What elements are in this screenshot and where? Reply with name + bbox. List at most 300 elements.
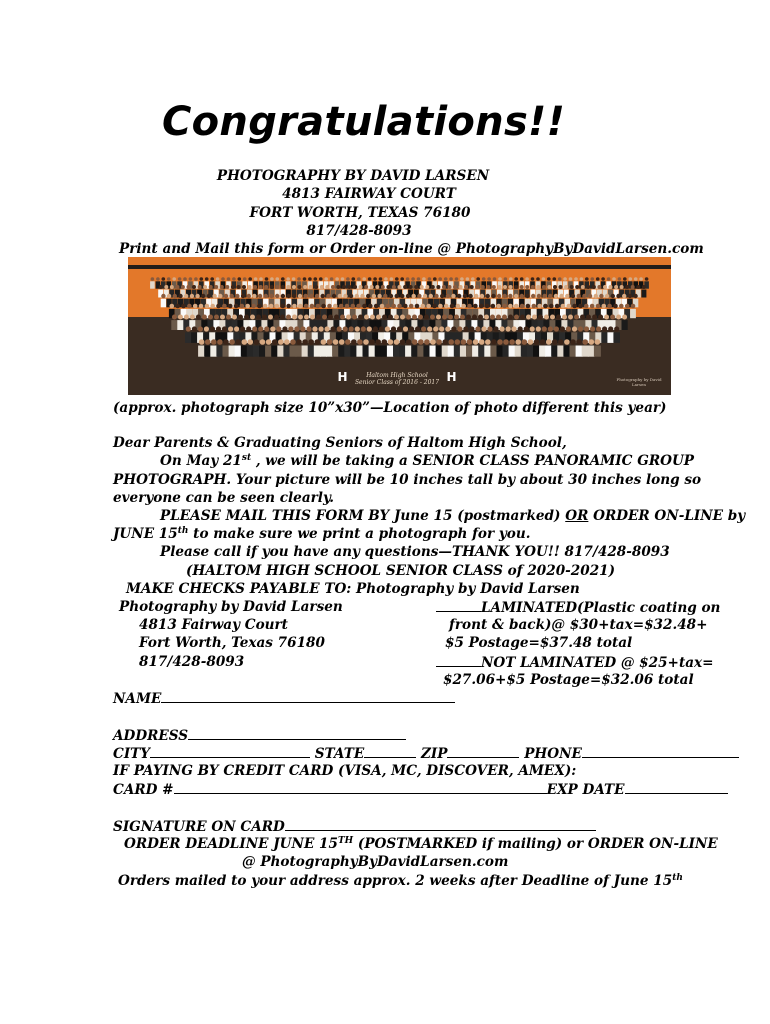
- photo-student-head: [292, 315, 297, 320]
- delivery-note: Orders mailed to your address approx. 2 weeks after Deadline of June 15th: [118, 873, 683, 889]
- photo-student-head: [383, 294, 387, 298]
- photo-student-head: [451, 294, 455, 298]
- photo-student-head: [459, 285, 463, 289]
- photo-student-head: [572, 326, 577, 331]
- photo-student-head: [540, 339, 546, 345]
- photo-student-head: [151, 277, 155, 281]
- photo-student-head: [184, 315, 189, 320]
- photo-student-head: [175, 304, 180, 309]
- photo-student-head: [245, 304, 250, 309]
- photo-student-body: [191, 332, 198, 343]
- photo-student-head: [412, 339, 418, 345]
- header-street: 4813 FAIRWAY COURT: [282, 186, 456, 202]
- header-order-instructions: Print and Mail this form or Order on-line @ PhotographyByDavidLarsen.com: [119, 241, 704, 257]
- state-input[interactable]: [364, 744, 416, 758]
- photo-student-head: [590, 304, 595, 309]
- photo-student-body: [551, 346, 558, 357]
- photo-student-head: [375, 339, 381, 345]
- photo-student-head: [183, 277, 187, 281]
- photo-student-head: [502, 304, 507, 309]
- photo-student-head: [262, 315, 267, 320]
- photo-student-head: [173, 294, 177, 298]
- photo-student-head: [325, 326, 330, 331]
- photo-student-head: [321, 304, 326, 309]
- photo-student-body: [466, 346, 473, 357]
- card-number-input[interactable]: [174, 780, 547, 794]
- photo-student-head: [382, 339, 388, 345]
- photo-student-head: [319, 277, 323, 281]
- photo-student-head: [228, 326, 233, 331]
- photo-student-head: [473, 304, 478, 309]
- photo-student-head: [292, 304, 297, 309]
- photo-student-body: [430, 346, 437, 357]
- laminated-quantity-blank[interactable]: [436, 598, 481, 612]
- photo-student-head: [184, 294, 188, 298]
- photo-student-head: [445, 326, 450, 331]
- photo-student-body: [539, 346, 546, 357]
- photo-student-head: [409, 326, 414, 331]
- photo-student-head: [566, 326, 571, 331]
- city-input[interactable]: [150, 744, 310, 758]
- photo-student-head: [248, 285, 252, 289]
- photo-student-head: [466, 277, 470, 281]
- photo-student-head: [616, 315, 621, 320]
- photo-student-body: [641, 290, 646, 298]
- photo-student-head: [503, 285, 507, 289]
- photo-student-head: [536, 326, 541, 331]
- photo-student-body: [448, 346, 455, 357]
- photo-student-body: [369, 346, 376, 357]
- photo-student-head: [216, 326, 221, 331]
- photo-student-head: [568, 315, 573, 320]
- photo-student-head: [509, 277, 513, 281]
- option-not-laminated-total: $27.06+$5 Postage=$32.06 total: [443, 672, 694, 688]
- photo-student-head: [218, 294, 222, 298]
- photo-student-head: [400, 294, 404, 298]
- photo-student-head: [559, 294, 563, 298]
- photo-student-head: [503, 339, 509, 345]
- photo-student-body: [405, 346, 412, 357]
- photo-student-head: [394, 315, 399, 320]
- photo-student-head: [286, 285, 290, 289]
- photo-student-head: [460, 277, 464, 281]
- photo-student-head: [575, 285, 579, 289]
- photo-student-head: [475, 285, 479, 289]
- photo-student-head: [434, 294, 438, 298]
- photo-student-head: [421, 304, 426, 309]
- photo-student-head: [542, 326, 547, 331]
- photo-student-head: [296, 339, 302, 345]
- photo-student-head: [607, 304, 612, 309]
- photo-student-head: [178, 294, 182, 298]
- photo-student-head: [588, 294, 592, 298]
- photo-student-head: [259, 285, 263, 289]
- photo-student-head: [208, 315, 213, 320]
- photo-student-body: [460, 346, 467, 357]
- letter-contact-line: Please call if you have any questions—THANK YOU!! 817/428-8093: [160, 544, 670, 560]
- photo-student-head: [331, 285, 335, 289]
- photo-student-head: [524, 326, 529, 331]
- photo-student-head: [235, 339, 241, 345]
- photo-student-head: [252, 294, 256, 298]
- signature-input[interactable]: [285, 817, 596, 831]
- photo-student-head: [254, 339, 260, 345]
- photo-student-head: [403, 326, 408, 331]
- photo-student-head: [610, 315, 615, 320]
- photo-student-head: [339, 304, 344, 309]
- photo-student-head: [390, 277, 394, 281]
- photo-student-head: [596, 304, 601, 309]
- photo-student-body: [265, 346, 272, 357]
- photo-student-body: [185, 332, 192, 343]
- phone-input[interactable]: [582, 744, 739, 758]
- photo-student-head: [537, 294, 541, 298]
- photo-student-head: [576, 339, 582, 345]
- photo-student-head: [357, 339, 363, 345]
- photo-student-head: [369, 339, 375, 345]
- photo-student-head: [278, 339, 284, 345]
- photo-student-head: [472, 315, 477, 320]
- photo-student-head: [633, 294, 637, 298]
- header-phone: 817/428-8093: [306, 223, 412, 239]
- photo-student-body: [161, 299, 166, 308]
- photo-student-head: [571, 294, 575, 298]
- photo-student-head: [281, 304, 286, 309]
- photo-student-head: [525, 294, 529, 298]
- photo-student-head: [214, 315, 219, 320]
- photo-student-body: [411, 346, 418, 357]
- photo-student-head: [415, 326, 420, 331]
- photo-student-head: [167, 294, 171, 298]
- photo-student-head: [531, 277, 535, 281]
- photo-student-head: [382, 315, 387, 320]
- photo-student-head: [343, 326, 348, 331]
- signature-field: SIGNATURE ON CARD: [113, 817, 596, 836]
- photo-student-head: [205, 304, 210, 309]
- not-laminated-quantity-blank[interactable]: [436, 653, 481, 667]
- photo-student-body: [350, 346, 357, 357]
- photo-student-head: [506, 326, 511, 331]
- photo-student-head: [181, 285, 185, 289]
- photo-student-body: [576, 346, 583, 357]
- header-city: FORT WORTH, TEXAS 76180: [249, 205, 471, 221]
- photo-student-head: [225, 285, 229, 289]
- photo-student-head: [248, 339, 254, 345]
- photo-student-head: [548, 294, 552, 298]
- photo-student-head: [200, 277, 204, 281]
- photo-student-body: [557, 346, 564, 357]
- photo-student-head: [528, 339, 534, 345]
- photo-student-head: [508, 294, 512, 298]
- photo-student-head: [321, 294, 325, 298]
- photo-student-head: [520, 304, 525, 309]
- photo-student-head: [355, 294, 359, 298]
- photo-student-body: [338, 346, 345, 357]
- photo-student-head: [244, 315, 249, 320]
- photo-student-head: [580, 277, 584, 281]
- photo-student-head: [559, 285, 563, 289]
- photo-student-head: [498, 277, 502, 281]
- mail-to-phone: 817/428-8093: [139, 654, 245, 670]
- photo-student-head: [549, 304, 554, 309]
- photo-student-head: [411, 277, 415, 281]
- photo-student-body: [259, 346, 266, 357]
- photo-student-head: [381, 285, 385, 289]
- photo-student-body: [241, 346, 248, 357]
- photo-student-head: [221, 277, 225, 281]
- photo-student-head: [475, 326, 480, 331]
- photo-student-head: [561, 304, 566, 309]
- photo-student-head: [406, 294, 410, 298]
- photo-student-head: [275, 304, 280, 309]
- photo-student-head: [603, 285, 607, 289]
- photo-student-body: [171, 320, 177, 330]
- photo-student-head: [309, 285, 313, 289]
- photo-student-body: [247, 346, 254, 357]
- photo-student-head: [492, 285, 496, 289]
- photo-student-head: [217, 339, 223, 345]
- photo-student-head: [189, 277, 193, 281]
- photo-student-head: [438, 304, 443, 309]
- photo-student-head: [565, 294, 569, 298]
- photo-student-head: [320, 285, 324, 289]
- photo-student-body: [302, 346, 309, 357]
- photo-student-head: [486, 294, 490, 298]
- photo-student-body: [381, 346, 388, 357]
- photo-student-head: [281, 285, 285, 289]
- photo-student-head: [268, 315, 273, 320]
- photo-student-head: [202, 315, 207, 320]
- photo-student-head: [578, 326, 583, 331]
- photo-student-head: [436, 285, 440, 289]
- photo-student-head: [453, 285, 457, 289]
- photo-student-head: [591, 277, 595, 281]
- photo-student-head: [607, 277, 611, 281]
- photo-student-head: [538, 315, 543, 320]
- photo-student-head: [625, 285, 629, 289]
- photo-student-head: [409, 285, 413, 289]
- photo-student-head: [246, 326, 251, 331]
- photo-student-body: [150, 281, 155, 288]
- photo-student-head: [254, 277, 258, 281]
- photo-student-head: [368, 277, 372, 281]
- photo-student-head: [625, 304, 630, 309]
- photo-student-head: [346, 315, 351, 320]
- photo-student-head: [375, 285, 379, 289]
- photo-student-head: [351, 339, 357, 345]
- photo-student-head: [612, 277, 616, 281]
- page-title: Congratulations!!: [162, 99, 566, 145]
- photo-student-head: [466, 315, 471, 320]
- name-input[interactable]: [161, 689, 455, 703]
- photo-student-body: [271, 346, 278, 357]
- photo-student-body: [442, 346, 449, 357]
- photo-student-head: [304, 304, 309, 309]
- photo-student-head: [389, 294, 393, 298]
- photo-student-head: [235, 294, 239, 298]
- photo-student-head: [386, 285, 390, 289]
- photo-student-head: [201, 294, 205, 298]
- photo-student-body: [503, 346, 510, 357]
- photo-student-head: [205, 339, 211, 345]
- photo-student-head: [544, 315, 549, 320]
- photo-student-head: [265, 277, 269, 281]
- photo-student-body: [478, 346, 485, 357]
- photo-student-body: [613, 332, 620, 343]
- photo-student-head: [257, 304, 262, 309]
- photo-student-head: [322, 315, 327, 320]
- photo-student-head: [481, 326, 486, 331]
- checks-payable-line: MAKE CHECKS PAYABLE TO: Photography by David Larsen: [126, 581, 580, 597]
- photo-student-head: [520, 294, 524, 298]
- photo-student-head: [412, 315, 417, 320]
- photo-student-head: [363, 339, 369, 345]
- photo-student-head: [398, 285, 402, 289]
- header-business-name: PHOTOGRAPHY BY DAVID LARSEN: [216, 168, 490, 184]
- photo-student-head: [303, 294, 307, 298]
- address-input[interactable]: [188, 726, 406, 740]
- photo-student-head: [243, 277, 247, 281]
- photo-student-head: [512, 326, 517, 331]
- photo-student-head: [367, 326, 372, 331]
- photo-student-body: [216, 346, 223, 357]
- photo-student-head: [526, 304, 531, 309]
- photo-student-head: [297, 277, 301, 281]
- photo-student-head: [578, 304, 583, 309]
- zip-input[interactable]: [447, 744, 519, 758]
- photo-student-head: [228, 304, 233, 309]
- photo-student-head: [231, 285, 235, 289]
- photo-student-head: [234, 304, 239, 309]
- photo-student-head: [431, 285, 435, 289]
- photo-student-body: [320, 346, 327, 357]
- photo-student-head: [639, 277, 643, 281]
- photo-student-head: [592, 285, 596, 289]
- photo-student-head: [409, 304, 414, 309]
- letter-salutation: Dear Parents & Graduating Seniors of Haltom High School,: [113, 435, 567, 451]
- photo-student-head: [333, 339, 339, 345]
- photo-student-head: [522, 339, 528, 345]
- photo-student-head: [259, 277, 263, 281]
- photo-student-head: [406, 339, 412, 345]
- photo-student-head: [292, 277, 296, 281]
- photo-student-head: [392, 285, 396, 289]
- photo-student-head: [622, 315, 627, 320]
- exp-date-input[interactable]: [625, 780, 728, 794]
- photo-student-head: [623, 277, 627, 281]
- photo-student-head: [455, 339, 461, 345]
- photo-student-body: [314, 346, 321, 357]
- photo-student-head: [298, 294, 302, 298]
- photo-student-head: [497, 339, 503, 345]
- photo-student-head: [319, 326, 324, 331]
- photo-student-head: [258, 294, 262, 298]
- photo-student-head: [461, 339, 467, 345]
- photo-student-body: [235, 346, 242, 357]
- photo-student-head: [550, 315, 555, 320]
- photo-stripe: [128, 265, 671, 269]
- photo-student-head: [373, 326, 378, 331]
- photo-student-head: [260, 339, 266, 345]
- photo-student-head: [258, 326, 263, 331]
- photo-student-head: [628, 294, 632, 298]
- photo-student-head: [554, 294, 558, 298]
- letter-paragraph-1-line-3: everyone can be seen clearly.: [113, 490, 335, 506]
- photo-student-head: [316, 304, 321, 309]
- photo-student-head: [429, 294, 433, 298]
- photo-student-head: [479, 304, 484, 309]
- photo-student-head: [613, 304, 618, 309]
- photo-student-head: [380, 304, 385, 309]
- photo-student-head: [636, 285, 640, 289]
- photo-student-head: [394, 339, 400, 345]
- photo-student-body: [521, 346, 528, 357]
- photo-student-head: [558, 339, 564, 345]
- photo-student-head: [414, 285, 418, 289]
- photo-student-head: [240, 304, 245, 309]
- photo-student-head: [629, 277, 633, 281]
- photo-student-head: [496, 315, 501, 320]
- photo-student-head: [315, 339, 321, 345]
- photo-student-head: [315, 294, 319, 298]
- photo-student-body: [356, 346, 363, 357]
- photo-student-head: [226, 315, 231, 320]
- photo-student-head: [427, 326, 432, 331]
- photo-student-head: [520, 315, 525, 320]
- photo-student-head: [570, 339, 576, 345]
- photo-student-head: [450, 304, 455, 309]
- photo-student-head: [199, 304, 204, 309]
- photo-student-head: [536, 277, 540, 281]
- photo-student-head: [372, 294, 376, 298]
- photo-student-head: [362, 304, 367, 309]
- photo-student-head: [448, 285, 452, 289]
- photo-student-head: [360, 294, 364, 298]
- photo-student-head: [272, 339, 278, 345]
- photo-student-head: [343, 294, 347, 298]
- photo-student-head: [514, 277, 518, 281]
- photo-student-head: [162, 277, 166, 281]
- photo-student-head: [514, 304, 519, 309]
- photo-student-head: [325, 285, 329, 289]
- photo-student-head: [476, 277, 480, 281]
- photo-student-head: [167, 277, 171, 281]
- order-website: @ PhotographyByDavidLarsen.com: [242, 854, 509, 870]
- photo-student-body: [423, 346, 430, 357]
- photo-student-head: [361, 326, 366, 331]
- photo-student-head: [496, 304, 501, 309]
- city-state-zip-phone-row: CITY STATE ZIP PHONE: [113, 744, 739, 763]
- photo-student-body: [417, 346, 424, 357]
- photo-student-head: [211, 339, 217, 345]
- photo-student-head: [359, 285, 363, 289]
- photo-student-head: [248, 277, 252, 281]
- photo-student-head: [645, 277, 649, 281]
- photo-student-head: [379, 277, 383, 281]
- photo-student-head: [216, 277, 220, 281]
- photo-student-head: [312, 326, 317, 331]
- photo-student-head: [222, 326, 227, 331]
- photo-student-head: [503, 294, 507, 298]
- photo-student-head: [209, 285, 213, 289]
- photo-student-body: [588, 346, 595, 357]
- photo-student-body: [326, 346, 333, 357]
- photo-student-head: [349, 294, 353, 298]
- photo-student-head: [220, 315, 225, 320]
- photo-student-head: [463, 294, 467, 298]
- photo-student-head: [403, 285, 407, 289]
- photo-student-head: [348, 285, 352, 289]
